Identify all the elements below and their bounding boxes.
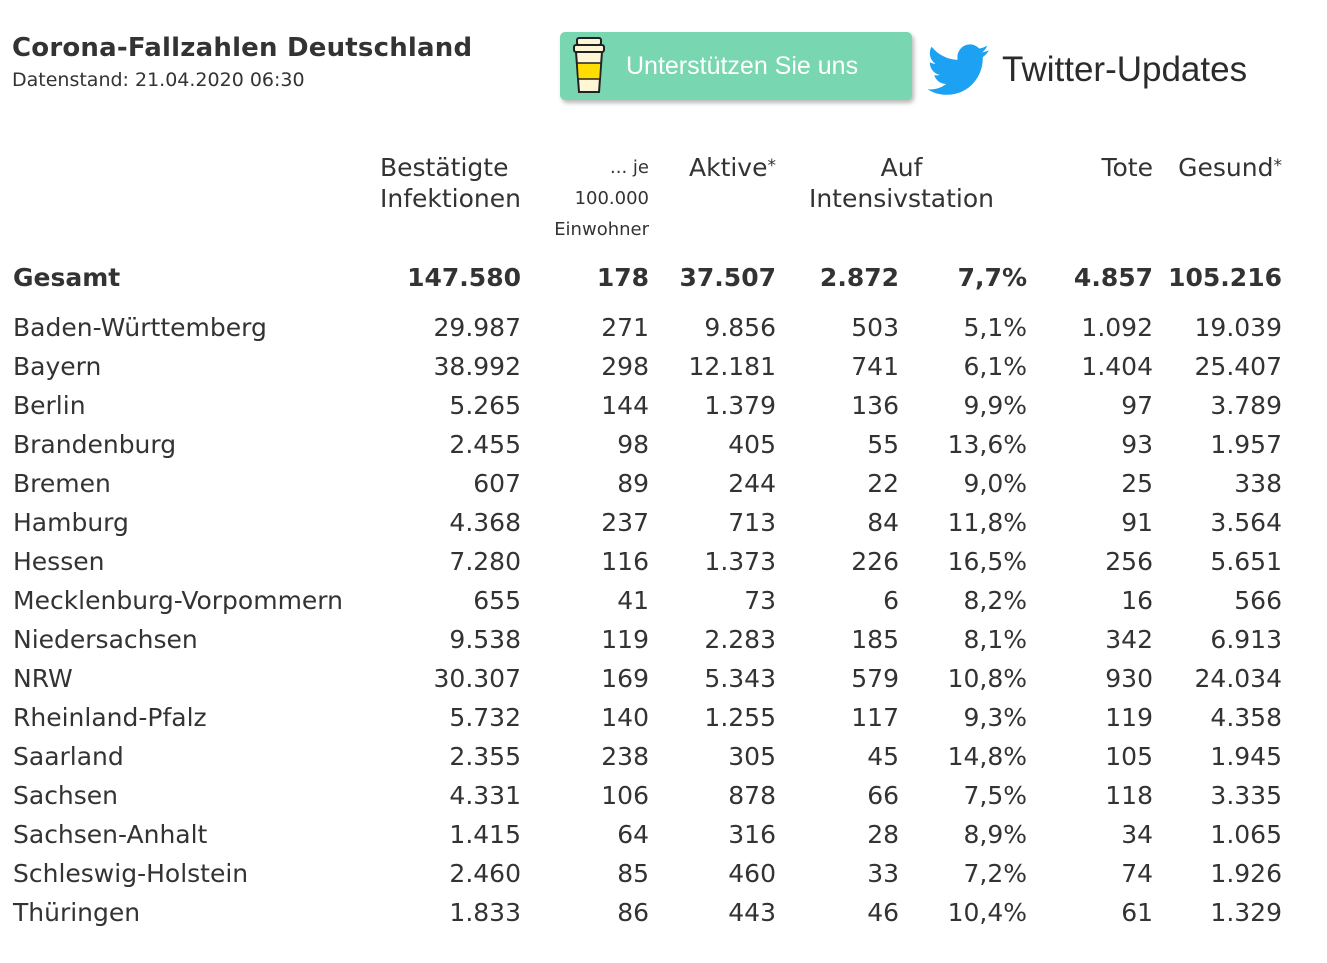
coffee-cup-icon <box>572 37 606 95</box>
header-icu-line1: Auf <box>880 153 923 182</box>
header-icu-line2: Intensivstation <box>808 184 995 213</box>
cell-active: 5.343 <box>704 664 776 693</box>
cell-per-100k: 119 <box>601 625 649 654</box>
cell-deaths: 34 <box>1121 820 1153 849</box>
cell-confirmed: 38.992 <box>433 352 521 381</box>
cell-icu: 45 <box>867 742 899 771</box>
cell-recovered: 25.407 <box>1194 352 1282 381</box>
cell-deaths: 930 <box>1105 664 1153 693</box>
support-button[interactable] <box>560 32 912 100</box>
cell-recovered: 4.358 <box>1210 703 1282 732</box>
header-active-footnote: * <box>767 156 776 176</box>
total-row <box>0 256 1282 308</box>
cell-icu-percent: 14,8% <box>947 742 1027 771</box>
table-row <box>0 347 1282 386</box>
table-row <box>0 893 1282 932</box>
cell-confirmed: 5.265 <box>449 391 521 420</box>
table-row <box>0 698 1282 737</box>
cell-state-name: Bremen <box>13 469 111 498</box>
cell-icu: 6 <box>883 586 899 615</box>
header-active-label: Aktive <box>688 153 768 182</box>
cell-recovered: 3.789 <box>1210 391 1282 420</box>
cell-confirmed: 9.538 <box>449 625 521 654</box>
cell-deaths: 74 <box>1121 859 1153 888</box>
table-row <box>0 503 1282 542</box>
header-region <box>0 152 360 256</box>
cell-icu: 33 <box>867 859 899 888</box>
cell-per-100k: 89 <box>617 469 649 498</box>
cell-icu-percent: 8,9% <box>963 820 1027 849</box>
cell-icu-percent: 10,8% <box>947 664 1027 693</box>
cell-per-100k: 86 <box>617 898 649 927</box>
cell-active: 316 <box>728 820 776 849</box>
cell-recovered: 19.039 <box>1194 313 1282 342</box>
header-per-100k <box>521 152 649 256</box>
table-row <box>0 581 1282 620</box>
cell-icu-percent: 9,3% <box>963 703 1027 732</box>
cell-icu: 185 <box>851 625 899 654</box>
cell-recovered: 1.945 <box>1210 742 1282 771</box>
header-deaths <box>1027 152 1153 256</box>
cell-recovered: 338 <box>1234 469 1282 498</box>
header-recovered-label: Gesund <box>1178 153 1274 182</box>
cell-deaths: 105 <box>1105 742 1153 771</box>
cell-recovered: 1.926 <box>1210 859 1282 888</box>
cell-icu-percent: 7,5% <box>963 781 1027 810</box>
cell-icu: 579 <box>851 664 899 693</box>
cell-per-100k: 144 <box>601 391 649 420</box>
cell-state-name: Hessen <box>13 547 105 576</box>
cell-icu-percent: 11,8% <box>947 508 1027 537</box>
total-deaths: 4.857 <box>1073 263 1153 292</box>
cell-recovered: 3.564 <box>1210 508 1282 537</box>
cell-icu-percent: 5,1% <box>963 313 1027 342</box>
table-row <box>0 815 1282 854</box>
cell-active: 1.373 <box>704 547 776 576</box>
cell-icu-percent: 6,1% <box>963 352 1027 381</box>
cell-active: 244 <box>728 469 776 498</box>
cell-icu: 66 <box>867 781 899 810</box>
cell-state-name: Niedersachsen <box>13 625 198 654</box>
total-icu-percent: 7,7% <box>957 263 1027 292</box>
cell-state-name: Schleswig-Holstein <box>13 859 249 888</box>
cell-per-100k: 41 <box>617 586 649 615</box>
cell-per-100k: 169 <box>601 664 649 693</box>
cell-confirmed: 2.355 <box>449 742 521 771</box>
cell-deaths: 1.404 <box>1081 352 1153 381</box>
cell-confirmed: 4.368 <box>449 508 521 537</box>
table-row <box>0 542 1282 581</box>
total-label: Gesamt <box>13 263 121 292</box>
cell-active: 73 <box>744 586 776 615</box>
header-active <box>649 152 776 256</box>
cell-deaths: 25 <box>1121 469 1153 498</box>
cell-per-100k: 238 <box>601 742 649 771</box>
cell-deaths: 119 <box>1105 703 1153 732</box>
cell-recovered: 1.957 <box>1210 430 1282 459</box>
cell-icu-percent: 9,9% <box>963 391 1027 420</box>
cell-active: 405 <box>728 430 776 459</box>
total-active: 37.507 <box>679 263 776 292</box>
cell-icu: 117 <box>851 703 899 732</box>
cell-per-100k: 140 <box>601 703 649 732</box>
cell-active: 9.856 <box>704 313 776 342</box>
cell-deaths: 342 <box>1105 625 1153 654</box>
cell-recovered: 24.034 <box>1194 664 1282 693</box>
cell-confirmed: 1.415 <box>449 820 521 849</box>
data-timestamp: Datenstand: 21.04.2020 06:30 <box>12 69 305 91</box>
total-recovered: 105.216 <box>1168 263 1282 292</box>
cell-state-name: Brandenburg <box>13 430 177 459</box>
cell-per-100k: 98 <box>617 430 649 459</box>
cell-state-name: Mecklenburg-Vorpommern <box>13 586 343 615</box>
page-title: Corona-Fallzahlen Deutschland <box>12 33 473 63</box>
total-confirmed: 147.580 <box>407 263 521 292</box>
cell-active: 1.379 <box>704 391 776 420</box>
twitter-bird-icon <box>928 44 990 96</box>
table-row <box>0 620 1282 659</box>
cell-state-name: Berlin <box>13 391 86 420</box>
cell-confirmed: 5.732 <box>449 703 521 732</box>
cell-confirmed: 655 <box>473 586 521 615</box>
cell-active: 12.181 <box>688 352 776 381</box>
cell-icu: 741 <box>851 352 899 381</box>
cell-per-100k: 271 <box>601 313 649 342</box>
table-row <box>0 659 1282 698</box>
cell-active: 878 <box>728 781 776 810</box>
header-confirmed-line2: Infektionen <box>380 184 521 213</box>
cell-confirmed: 7.280 <box>449 547 521 576</box>
cell-deaths: 118 <box>1105 781 1153 810</box>
cell-recovered: 1.065 <box>1210 820 1282 849</box>
total-per-100k: 178 <box>596 263 649 292</box>
cell-deaths: 93 <box>1121 430 1153 459</box>
header-confirmed <box>360 152 521 256</box>
cell-icu: 22 <box>867 469 899 498</box>
cell-icu: 84 <box>867 508 899 537</box>
table-row <box>0 776 1282 815</box>
table-header-row <box>0 152 1282 256</box>
cell-state-name: Hamburg <box>13 508 129 537</box>
cell-icu: 136 <box>851 391 899 420</box>
table-row <box>0 737 1282 776</box>
cell-deaths: 256 <box>1105 547 1153 576</box>
cell-per-100k: 106 <box>601 781 649 810</box>
cell-icu: 46 <box>867 898 899 927</box>
table-row <box>0 464 1282 503</box>
cell-per-100k: 237 <box>601 508 649 537</box>
cell-icu-percent: 8,2% <box>963 586 1027 615</box>
header-recovered <box>1153 152 1282 256</box>
cell-recovered: 1.329 <box>1210 898 1282 927</box>
cell-icu-percent: 8,1% <box>963 625 1027 654</box>
cell-state-name: NRW <box>13 664 73 693</box>
cell-per-100k: 298 <box>601 352 649 381</box>
cell-deaths: 91 <box>1121 508 1153 537</box>
cell-deaths: 16 <box>1121 586 1153 615</box>
cell-deaths: 97 <box>1121 391 1153 420</box>
cell-per-100k: 64 <box>617 820 649 849</box>
cell-per-100k: 85 <box>617 859 649 888</box>
cell-active: 1.255 <box>704 703 776 732</box>
cell-icu: 55 <box>867 430 899 459</box>
twitter-updates-link[interactable] <box>928 40 1247 100</box>
header-recovered-footnote: * <box>1273 156 1282 176</box>
cell-confirmed: 1.833 <box>449 898 521 927</box>
cell-recovered: 5.651 <box>1210 547 1282 576</box>
cell-deaths: 1.092 <box>1081 313 1153 342</box>
cell-icu: 503 <box>851 313 899 342</box>
cell-state-name: Sachsen-Anhalt <box>13 820 208 849</box>
cell-confirmed: 30.307 <box>433 664 521 693</box>
table-row <box>0 308 1282 347</box>
cell-state-name: Sachsen <box>13 781 119 810</box>
cell-active: 2.283 <box>704 625 776 654</box>
cell-confirmed: 2.460 <box>449 859 521 888</box>
cell-state-name: Rheinland-Pfalz <box>13 703 207 732</box>
cell-state-name: Baden-Württemberg <box>13 313 267 342</box>
header-deaths-label: Tote <box>1101 153 1153 182</box>
cell-state-name: Saarland <box>13 742 124 771</box>
cell-active: 305 <box>728 742 776 771</box>
cell-confirmed: 29.987 <box>433 313 521 342</box>
cell-confirmed: 4.331 <box>449 781 521 810</box>
support-button-label: Unterstützen Sie uns <box>626 51 859 80</box>
cell-state-name: Thüringen <box>13 898 141 927</box>
cell-deaths: 61 <box>1121 898 1153 927</box>
header-per-100k-line3: Einwohner <box>554 219 649 240</box>
cell-recovered: 3.335 <box>1210 781 1282 810</box>
cell-per-100k: 116 <box>601 547 649 576</box>
total-icu: 2.872 <box>819 263 899 292</box>
cell-recovered: 6.913 <box>1210 625 1282 654</box>
cell-icu: 226 <box>851 547 899 576</box>
cell-icu-percent: 10,4% <box>947 898 1027 927</box>
table-row <box>0 854 1282 893</box>
cell-active: 460 <box>728 859 776 888</box>
header-per-100k-line1: ... je <box>610 157 649 178</box>
header-icu <box>776 152 1027 256</box>
cell-state-name: Bayern <box>13 352 102 381</box>
cell-icu: 28 <box>867 820 899 849</box>
cell-confirmed: 2.455 <box>449 430 521 459</box>
cell-icu-percent: 13,6% <box>947 430 1027 459</box>
cell-confirmed: 607 <box>473 469 521 498</box>
header-per-100k-line2: 100.000 <box>574 188 649 209</box>
table-row <box>0 425 1282 464</box>
cell-icu-percent: 16,5% <box>947 547 1027 576</box>
cell-icu-percent: 9,0% <box>963 469 1027 498</box>
table-row <box>0 386 1282 425</box>
cell-active: 713 <box>728 508 776 537</box>
header-confirmed-line1: Bestätigte <box>380 153 509 182</box>
cell-recovered: 566 <box>1234 586 1282 615</box>
cell-active: 443 <box>728 898 776 927</box>
twitter-updates-label: Twitter-Updates <box>1002 50 1248 89</box>
cell-icu-percent: 7,2% <box>963 859 1027 888</box>
case-numbers-table <box>0 152 1282 932</box>
